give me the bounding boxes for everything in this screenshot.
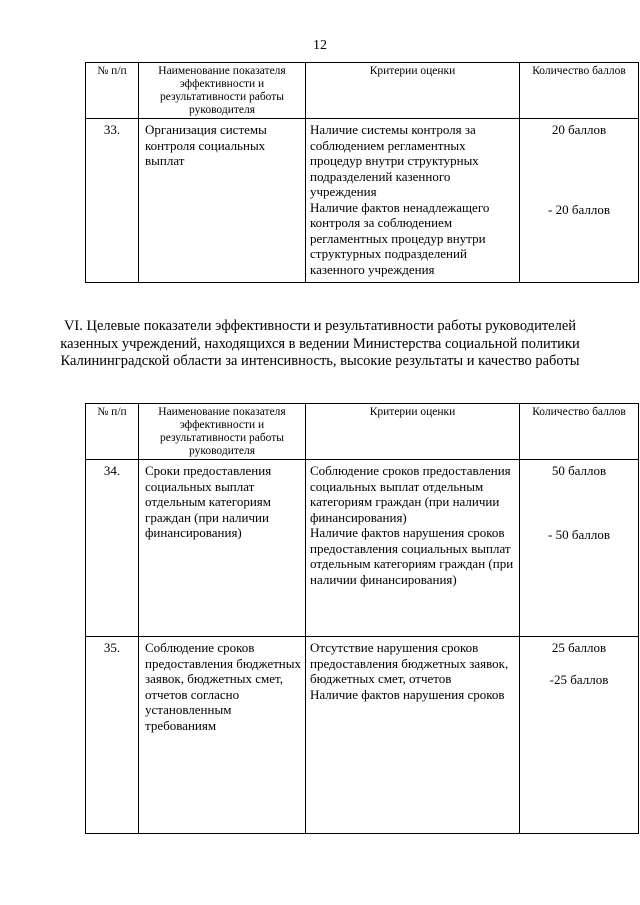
criterion-text: Соблюдение сроков предоставления социальных выплат отдельным категориям граждан (при наличии финансирования) (310, 463, 511, 525)
table-row (86, 637, 639, 834)
points-value: - 50 баллов (548, 526, 610, 542)
header-name: Наименование показателя эффективности и результативности работы руководителя (139, 63, 306, 119)
header-num: № п/п (86, 63, 139, 119)
row-criteria (306, 637, 520, 834)
header-criteria: Критерии оценки (306, 63, 520, 119)
table-row (86, 119, 639, 283)
table-header-row (86, 404, 639, 460)
criterion-text: Наличие фактов нарушения сроков предоставления социальных выплат отдельным категориям граждан (при наличии финансирования) (310, 525, 514, 587)
row-num: 33. (86, 119, 139, 283)
points-value: 25 баллов (551, 640, 607, 655)
criteria-table-1 (85, 62, 639, 283)
row-criteria (306, 460, 520, 637)
criteria-table-2 (85, 403, 639, 834)
row-name: Организация системы контроля социальных выплат (139, 119, 306, 283)
criterion-text: Наличие фактов ненадлежащего контроля за соблюдением регламентных процедур внутри структурных подразделений казенного учреждения (310, 199, 490, 277)
table-header-row (86, 63, 639, 119)
row-points (520, 119, 639, 283)
header-points: Количество баллов (520, 63, 639, 119)
points-value: 20 баллов (551, 122, 607, 137)
row-name: Сроки предоставления социальных выплат отдельным категориям граждан (при наличии финансирования) (139, 460, 306, 637)
header-points: Количество баллов (520, 404, 639, 460)
header-criteria: Критерии оценки (306, 404, 520, 460)
row-criteria (306, 119, 520, 283)
points-value: 50 баллов (551, 463, 607, 478)
header-num: № п/п (86, 404, 139, 460)
criterion-text: Отсутствие нарушения сроков предоставления бюджетных заявок, бюджетных смет, отчетов (310, 640, 509, 686)
row-points (520, 637, 639, 834)
row-num: 35. (86, 637, 139, 834)
section-heading: VI. Целевые показатели эффективности и результативности работы руководителей казенных учреждений, находящихся в ведении Министерства социальной политики Калининградской области за интенсивность, высокие результаты и качество работы (60, 318, 580, 369)
points-value: -25 баллов (549, 671, 609, 687)
criterion-text: Наличие системы контроля за соблюдением регламентных процедур внутри структурных подразделений казенного учреждения (310, 122, 479, 199)
row-points (520, 460, 639, 637)
points-value: - 20 баллов (548, 201, 610, 217)
table-row (86, 460, 639, 637)
page-number: 12 (313, 38, 327, 53)
row-name: Соблюдение сроков предоставления бюджетных заявок, бюджетных смет, отчетов согласно установленным требованиям (139, 637, 306, 834)
criterion-text: Наличие фактов нарушения сроков (310, 686, 505, 702)
header-name: Наименование показателя эффективности и результативности работы руководителя (139, 404, 306, 460)
row-num: 34. (86, 460, 139, 637)
